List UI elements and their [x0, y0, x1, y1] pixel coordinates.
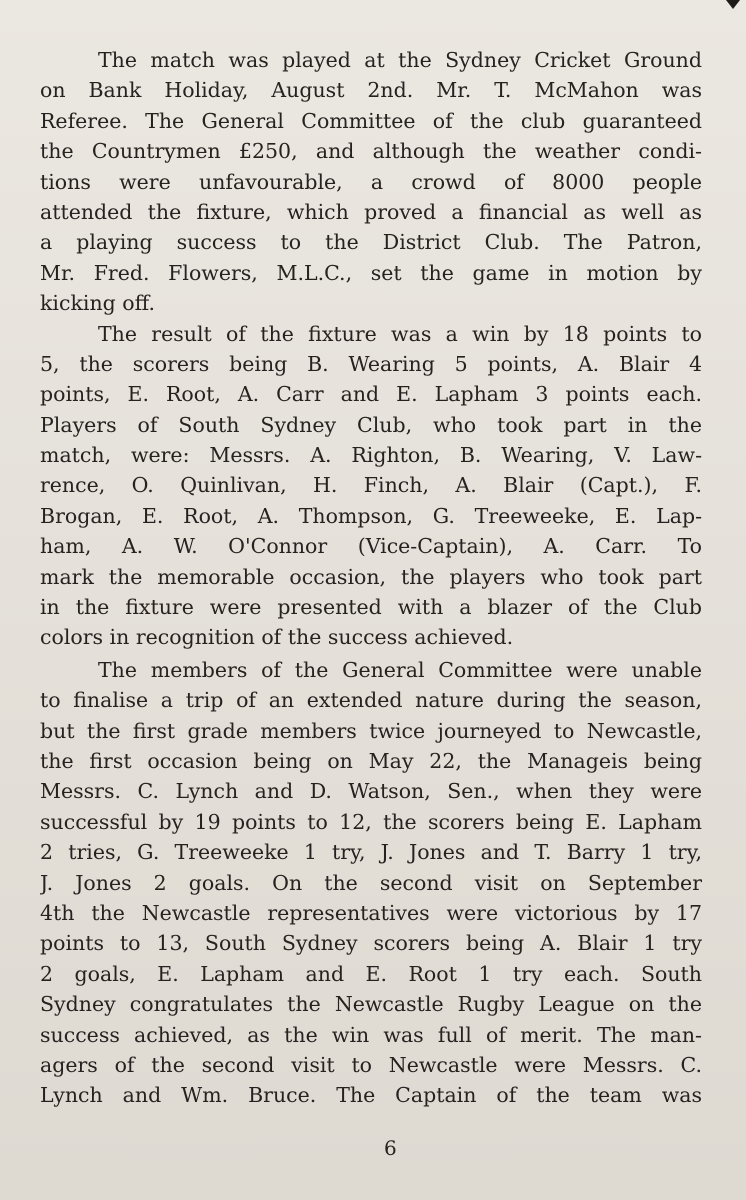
text-line: Mr. Fred. Flowers, M.L.C., set the game in motion by — [40, 260, 702, 285]
text-line: on Bank Holiday, August 2nd. Mr. T. McMahon was — [40, 78, 702, 103]
text-line: Lynch and Wm. Bruce. The Captain of the team was — [40, 1083, 702, 1108]
paragraph-2 — [40, 319, 702, 653]
text-line: attended the fixture, which proved a financial as well as — [40, 199, 702, 224]
text-line: Players of South Sydney Club, who took part in the — [40, 412, 702, 437]
text-line: Messrs. C. Lynch and D. Watson, Sen., when they were — [40, 779, 702, 804]
text-line: the Countrymen £250, and although the weather condi- — [40, 139, 702, 164]
text-line: Brogan, E. Root, A. Thompson, G. Treeweeke, E. Lap- — [40, 503, 702, 528]
text-line: match, were: Messrs. A. Righton, B. Wearing, V. Law- — [40, 443, 702, 468]
text-line: The result of the fixture was a win by 18 points to — [98, 321, 702, 346]
text-line: 2 goals, E. Lapham and E. Root 1 try each. South — [40, 961, 702, 986]
text-line: 2 tries, G. Treeweeke 1 try, J. Jones and T. Barry 1 try, — [40, 840, 702, 865]
text-line: agers of the second visit to Newcastle were Messrs. C. — [40, 1052, 702, 1077]
text-line: Referee. The General Committee of the club guaranteed — [40, 108, 702, 133]
text-line: points to 13, South Sydney scorers being A. Blair 1 try — [40, 931, 702, 956]
text-line: rence, O. Quinlivan, H. Finch, A. Blair (Capt.), F. — [40, 473, 702, 498]
text-line: 5, the scorers being B. Wearing 5 points, A. Blair 4 — [40, 351, 702, 376]
text-line: success achieved, as the win was full of merit. The man- — [40, 1022, 702, 1047]
corner-mark-icon — [726, 0, 740, 9]
text-line: points, E. Root, A. Carr and E. Lapham 3 points each. — [40, 382, 702, 407]
text-line: mark the memorable occasion, the players who took part — [40, 564, 702, 589]
text-line: a playing success to the District Club. The Patron, — [40, 230, 702, 255]
text-line: tions were unfavourable, a crowd of 8000 people — [40, 169, 702, 194]
text-line: Sydney congratulates the Newcastle Rugby League on the — [40, 992, 702, 1017]
paragraph-1 — [40, 45, 702, 319]
text-line: but the first grade members twice journeyed to Newcastle, — [40, 718, 702, 743]
text-line: The match was played at the Sydney Cricket Ground — [98, 48, 702, 72]
text-line: the first occasion being on May 22, the Manageis being — [40, 748, 702, 773]
text-line: successful by 19 points to 12, the scorers being E. Lapham — [40, 809, 702, 834]
text-line: in the fixture were presented with a blazer of the Club — [40, 595, 702, 620]
text-line: kicking off. — [40, 291, 155, 316]
text-line: The members of the General Committee were unable — [98, 657, 702, 682]
text-line: ham, A. W. O'Connor (Vice-Captain), A. Carr. To — [40, 534, 702, 559]
text-line: to finalise a trip of an extended nature during the season, — [40, 688, 702, 713]
page-number: 6 — [384, 1136, 397, 1160]
page-body — [40, 45, 702, 1111]
paragraph-3 — [40, 655, 702, 1111]
text-line: 4th the Newcastle representatives were victorious by 17 — [40, 900, 702, 925]
text-line: colors in recognition of the success achieved. — [40, 625, 514, 650]
text-line: J. Jones 2 goals. On the second visit on September — [40, 870, 702, 895]
